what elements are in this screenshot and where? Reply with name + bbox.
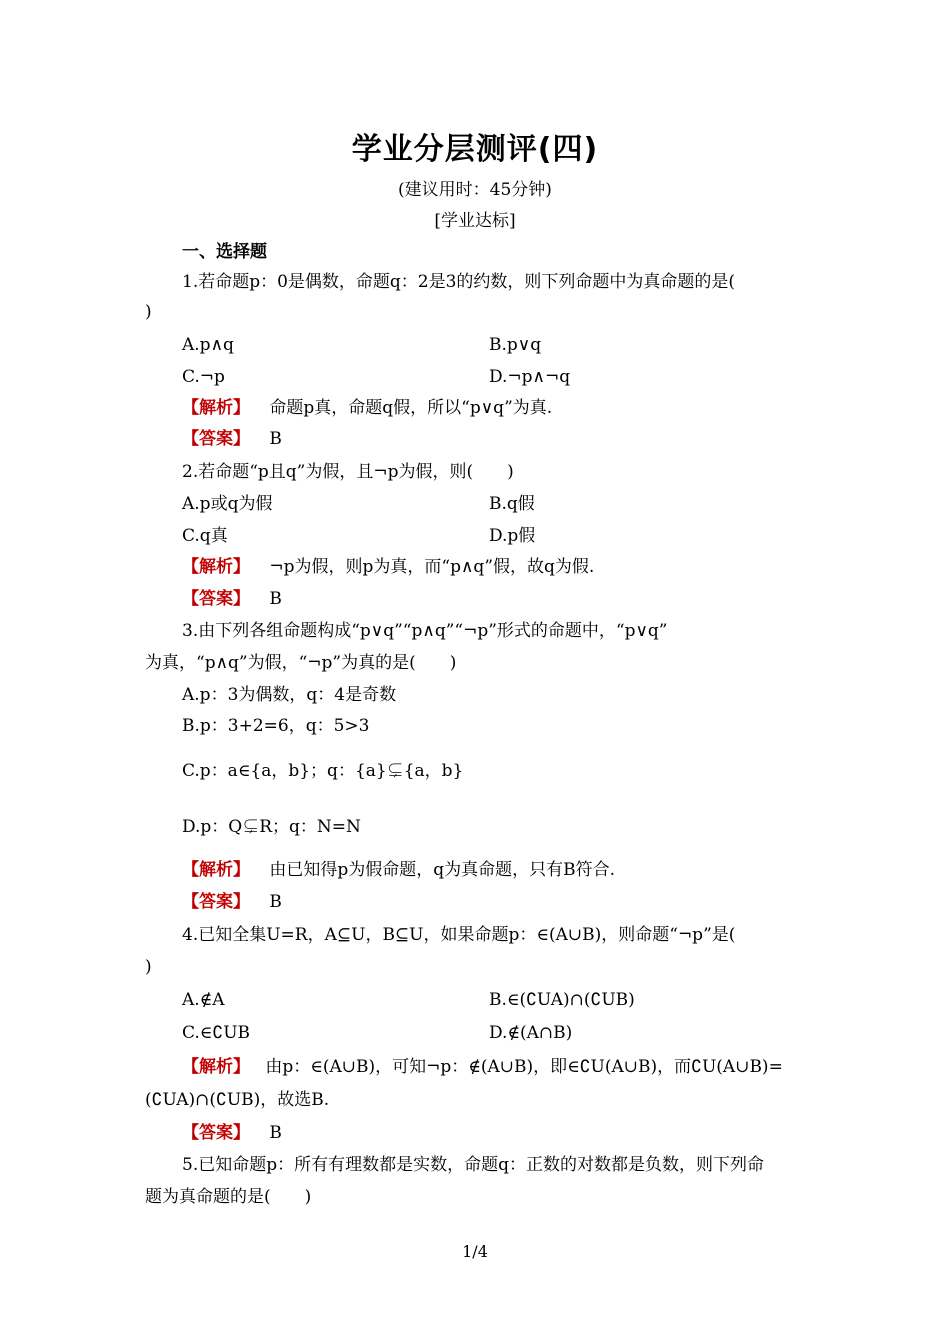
q2-answer-text: B	[269, 589, 282, 609]
answer-label: 【答案】	[182, 589, 250, 609]
q5-stem: 5.已知命题p：所有有理数都是实数，命题q：正数的对数都是负数，则下列命	[182, 1155, 764, 1175]
q1-answer	[182, 427, 282, 451]
q3-answer-text: B	[269, 892, 282, 912]
q1-stem-cont: )	[145, 302, 152, 322]
q1-option-a: A.p∧q	[182, 335, 234, 355]
q4-analysis-cont: (∁UA)∩(∁UB)，故选B.	[145, 1090, 330, 1110]
q4-analysis	[182, 1055, 783, 1079]
q1-analysis	[182, 396, 552, 420]
answer-label: 【答案】	[182, 892, 250, 912]
q3-option-b: B.p：3+2=6，q：5>3	[182, 716, 370, 736]
q1-stem: 1.若命题p：0是偶数，命题q：2是3的约数，则下列命题中为真命题的是(	[182, 272, 736, 292]
q3-stem-cont: 为真，“p∧q”为假，“¬p”为真的是( )	[145, 653, 457, 673]
q1-option-b: B.p∨q	[489, 335, 542, 355]
q4-stem-cont: )	[145, 957, 152, 977]
page-title: 学业分层测评(四)	[351, 132, 599, 167]
q5-stem-cont: 题为真命题的是( )	[145, 1187, 312, 1207]
page-number: 1/4	[462, 1242, 488, 1261]
q3-answer	[182, 890, 282, 914]
analysis-label: 【解析】	[182, 398, 250, 418]
answer-label: 【答案】	[182, 1123, 250, 1143]
q3-option-a: A.p：3为偶数，q：4是奇数	[182, 685, 397, 705]
q3-analysis	[182, 858, 615, 882]
q2-option-a: A.p或q为假	[182, 494, 273, 514]
q3-analysis-text: 由已知得p为假命题，q为真命题，只有B符合.	[269, 860, 616, 880]
q4-analysis-text: 由p：∈(A∪B)，可知¬p：∉(A∪B)，即∈∁U(A∪B)，而∁U(A∪B)=	[265, 1057, 783, 1077]
q1-analysis-text: 命题p真，命题q假，所以“p∨q”为真.	[269, 398, 553, 418]
q3-stem: 3.由下列各组命题构成“p∨q”“p∧q”“¬p”形式的命题中，“p∨q”	[182, 621, 668, 641]
level-label: [学业达标]	[434, 211, 516, 231]
q4-option-d: D.∉(A∩B)	[489, 1023, 573, 1043]
q4-option-b: B.∈(∁UA)∩(∁UB)	[489, 990, 635, 1010]
q4-answer	[182, 1121, 282, 1145]
q2-answer	[182, 587, 282, 611]
q2-option-b: B.q假	[489, 494, 535, 514]
analysis-label: 【解析】	[182, 557, 250, 577]
q2-analysis-text: ¬p为假，则p为真，而“p∧q”假，故q为假.	[269, 557, 595, 577]
q1-option-c: C.¬p	[182, 367, 225, 387]
time-note: (建议用时：45分钟)	[398, 180, 552, 200]
q4-answer-text: B	[269, 1123, 282, 1143]
analysis-label: 【解析】	[182, 1057, 250, 1077]
q4-option-c: C.∈∁UB	[182, 1023, 251, 1043]
q2-analysis	[182, 555, 594, 579]
q1-option-d: D.¬p∧¬q	[489, 367, 571, 387]
q3-option-d: D.p：Q⊊R；q：N=N	[182, 817, 361, 837]
q1-answer-text: B	[269, 429, 282, 449]
q3-option-c: C.p：a∈{a，b}；q：{a}⊊{a，b}	[182, 761, 464, 781]
q2-option-c: C.q真	[182, 526, 228, 546]
analysis-label: 【解析】	[182, 860, 250, 880]
q2-stem: 2.若命题“p且q”为假，且¬p为假，则( )	[182, 462, 514, 482]
q2-option-d: D.p假	[489, 526, 536, 546]
q4-stem: 4.已知全集U=R，A⊆U，B⊆U，如果命题p：∈(A∪B)，则命题“¬p”是(	[182, 925, 736, 945]
q4-option-a: A.∉A	[182, 990, 225, 1010]
answer-label: 【答案】	[182, 429, 250, 449]
section-heading: 一、选择题	[182, 242, 267, 262]
